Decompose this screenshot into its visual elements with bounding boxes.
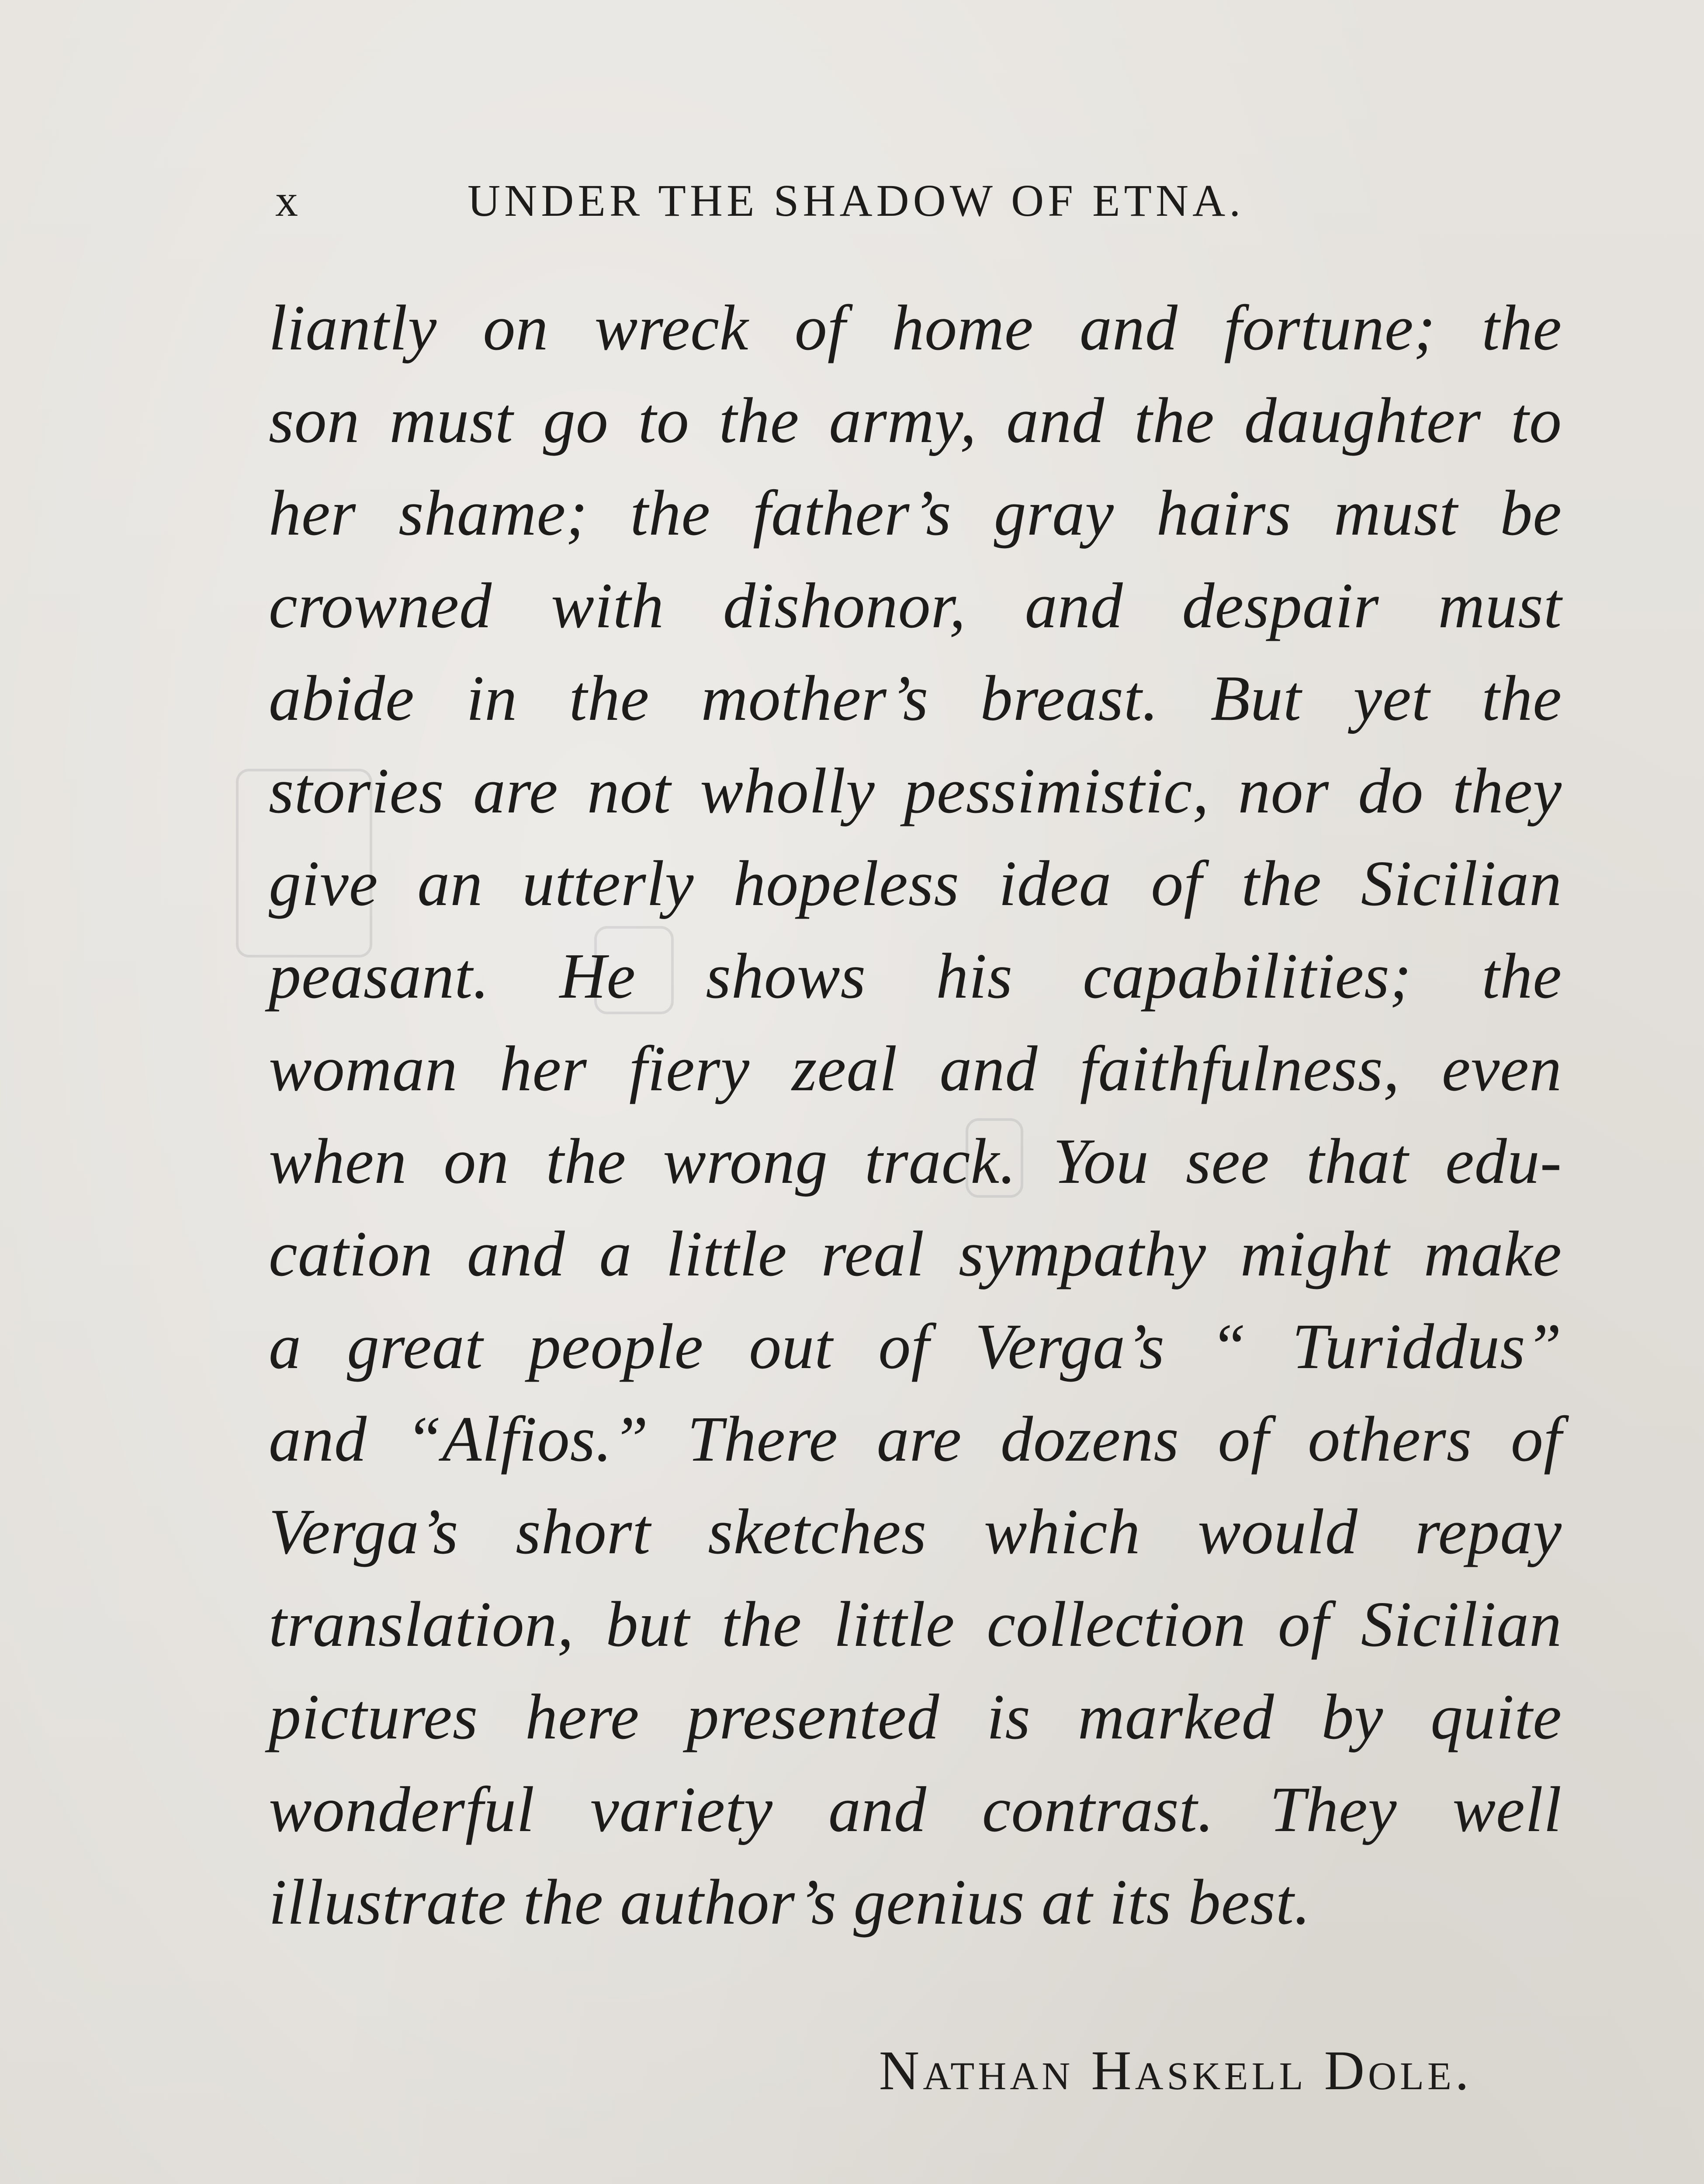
text-line: cation and a little real sympathy might make <box>269 1218 1562 1290</box>
text-line: when on the wrong track. You see that edu- <box>269 1126 1562 1197</box>
author-signature: Nathan Haskell Dole. <box>879 2039 1472 2101</box>
text-line: abide in the mother’s breast. But yet the <box>269 663 1562 734</box>
text-line: illustrate the author’s genius at its best. <box>269 1866 1311 1938</box>
text-line: translation, but the little collection of Sicilian <box>269 1589 1562 1660</box>
text-line: pictures here presented is marked by quite <box>269 1681 1562 1753</box>
text-line: her shame; the father’s gray hairs must be <box>269 477 1562 549</box>
running-title: UNDER THE SHADOW OF ETNA. <box>468 176 1245 226</box>
text-line: son must go to the army, and the daughter to <box>269 385 1562 456</box>
text-line: wonderful variety and contrast. They well <box>269 1774 1562 1845</box>
text-line: a great people out of Verga’s “ Turiddus” <box>269 1311 1562 1382</box>
text-line: peasant. He shows his capabilities; the <box>269 940 1562 1012</box>
text-line: give an utterly hopeless idea of the Sicilian <box>269 848 1562 919</box>
text-line: crowned with dishonor, and despair must <box>269 570 1562 642</box>
page-number: x <box>275 176 302 226</box>
text-line: liantly on wreck of home and fortune; the <box>269 292 1562 364</box>
text-line: and “Alfios.” There are dozens of others of <box>269 1403 1562 1475</box>
text-line: stories are not wholly pessimistic, nor do they <box>269 755 1562 827</box>
text-line: Verga’s short sketches which would repay <box>269 1496 1562 1568</box>
body-paragraph <box>269 282 1562 1949</box>
running-header <box>275 168 1376 234</box>
text-line: woman her fiery zeal and faithfulness, even <box>269 1033 1562 1105</box>
